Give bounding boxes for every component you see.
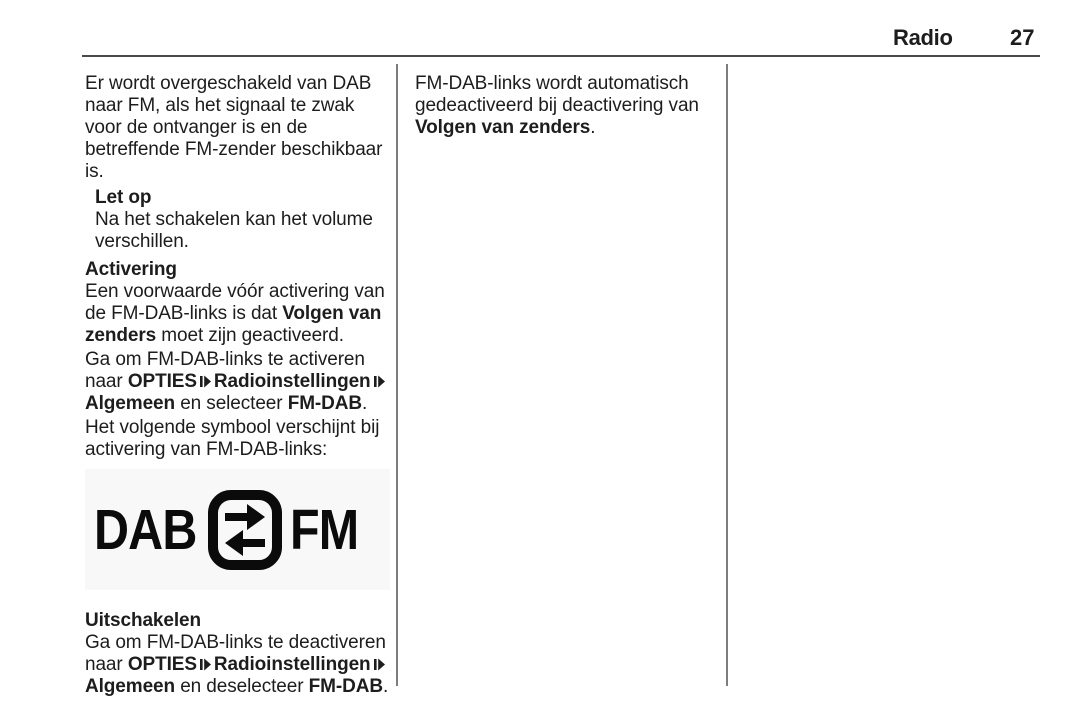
text-segment: Ga om FM-DAB-links te activeren naar [85,349,365,392]
right-column-empty [745,64,1041,686]
dab-fm-swap-arrows-icon [208,489,282,571]
intro-paragraph: Er wordt overgeschakeld van DAB naar FM, als het signaal te zwak voor de ontvanger is en de betreffende FM-zender beschikbaar is. [85,73,383,182]
text-segment: Ga om FM-DAB-links te deactiveren naar [85,632,386,675]
activation-condition-paragraph [85,281,389,347]
symbol-intro-paragraph: Het volgende symbool verschijnt bij activering van FM-DAB-links: [85,417,380,460]
menu-item: Algemeen [85,676,176,697]
menu-item: Algemeen [85,393,176,414]
note-body: Na het schakelen kan het volume verschillen. [95,209,373,252]
menu-item: Radioinstellingen [213,371,371,392]
page-title: Radio [893,25,953,50]
text-segment: Een voorwaarde vóór activering van de FM-DAB-links is dat [85,281,385,324]
deactivation-heading: Uitschakelen [85,610,202,631]
page-number: 27 [1010,25,1035,50]
text-segment: moet zijn geactiveerd. [156,325,344,346]
deactivation-path-paragraph [85,632,389,698]
figure-label-fm: FM [289,497,358,562]
text-segment: . [362,393,368,414]
bold-term: Volgen van zenders [85,303,382,346]
activation-path-paragraph [85,349,389,415]
note-block [95,187,389,253]
column-divider-1 [396,64,398,686]
activation-heading: Activering [85,259,177,280]
menu-arrow-icon [200,658,211,671]
bold-term: Volgen van zenders [415,117,591,138]
header-rule [82,55,1040,57]
text-segment: . [590,117,596,138]
menu-arrow-icon [200,375,211,388]
menu-arrow-icon [374,658,385,671]
note-title: Let op [95,187,152,208]
text-segment: en selecteer [175,393,288,414]
menu-item: Radioinstellingen [213,654,371,675]
middle-column [415,64,719,139]
left-column [85,64,389,700]
figure-label-dab: DAB [94,497,197,562]
text-segment: . [382,676,389,697]
text-segment: FM-DAB-links wordt automatisch gedeactiveerd bij deactivering van [415,73,699,116]
menu-item: OPTIES [127,654,197,675]
menu-item: FM-DAB [287,393,363,414]
column-divider-2 [726,64,728,686]
text-segment: en deselecteer [175,676,309,697]
dab-fm-symbol-figure [85,469,390,590]
menu-arrow-icon [374,375,385,388]
menu-item: OPTIES [127,371,197,392]
auto-deactivation-paragraph [415,73,719,139]
menu-item: FM-DAB [308,676,383,697]
